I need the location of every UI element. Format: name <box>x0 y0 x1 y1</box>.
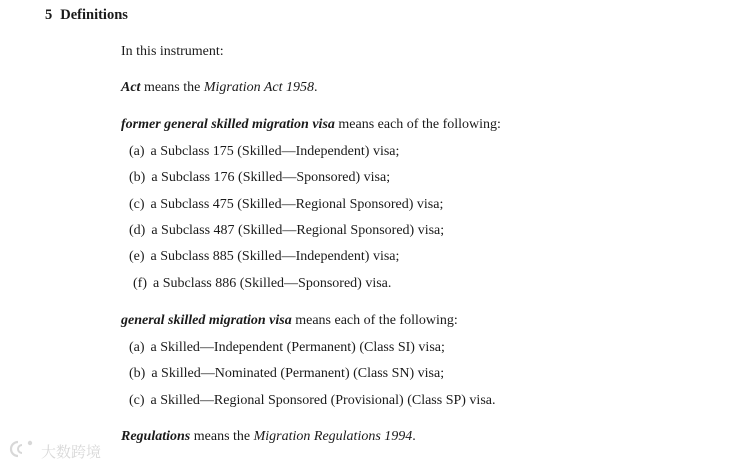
defined-term-general: general skilled migration visa <box>121 313 292 328</box>
list-item <box>129 170 390 186</box>
list-item-text: a Subclass 886 (Skilled—Sponsored) visa. <box>153 276 392 291</box>
list-item-label: (f) <box>133 276 147 291</box>
watermark <box>8 439 101 463</box>
list-item <box>129 340 445 356</box>
definition-text: means each of the following: <box>334 117 501 132</box>
defined-term-former: former general skilled migration visa <box>121 117 335 132</box>
act-reference: Migration Act 1958 <box>203 80 315 95</box>
list-item-text: a Skilled—Regional Sponsored (Provisional) (Class SP) visa. <box>150 393 496 408</box>
watermark-text: 大数跨境 <box>41 442 102 461</box>
list-item <box>129 249 399 265</box>
list-item <box>129 223 444 239</box>
list-item-label: (e) <box>129 249 145 264</box>
definition-former-gsm-visa <box>121 117 501 133</box>
list-item <box>129 197 443 213</box>
definition-text: means the <box>140 80 204 95</box>
section-title: Definitions <box>60 7 128 23</box>
defined-term-regulations: Regulations <box>121 429 191 444</box>
list-item-text: a Subclass 176 (Skilled—Sponsored) visa; <box>151 170 391 185</box>
definition-gsm-visa <box>121 313 458 329</box>
list-item-label: (d) <box>129 223 146 238</box>
section-heading <box>45 7 128 24</box>
definition-text: means the <box>190 429 254 444</box>
definition-text: means each of the following: <box>291 313 458 328</box>
definition-end: . <box>412 429 416 444</box>
definition-regulations <box>121 429 416 445</box>
list-item <box>129 393 495 409</box>
logo-icon <box>8 439 41 463</box>
list-item-text: a Subclass 175 (Skilled—Independent) visa; <box>150 144 400 159</box>
list-item-text: a Subclass 487 (Skilled—Regional Sponsored) visa; <box>151 223 445 238</box>
list-item-text: a Skilled—Independent (Permanent) (Class SI) visa; <box>150 340 445 355</box>
regulations-reference: Migration Regulations 1994 <box>253 429 413 444</box>
defined-term-act: Act <box>121 80 141 95</box>
list-item-label: (b) <box>129 366 146 381</box>
list-item <box>129 366 444 382</box>
list-item-text: a Skilled—Nominated (Permanent) (Class SN) visa; <box>151 366 445 381</box>
definition-act <box>121 80 318 96</box>
list-item-label: (a) <box>129 340 145 355</box>
list-item-text: a Subclass 475 (Skilled—Regional Sponsored) visa; <box>150 197 444 212</box>
list-item <box>133 276 391 292</box>
list-item-text: a Subclass 885 (Skilled—Independent) visa; <box>150 249 400 264</box>
intro-paragraph: In this instrument: <box>121 44 224 59</box>
list-item <box>129 144 399 160</box>
list-item-label: (a) <box>129 144 145 159</box>
list-item-label: (c) <box>129 393 145 408</box>
section-number: 5 <box>45 7 53 23</box>
list-item-label: (c) <box>129 197 145 212</box>
definition-end: . <box>314 80 318 95</box>
list-item-label: (b) <box>129 170 146 185</box>
